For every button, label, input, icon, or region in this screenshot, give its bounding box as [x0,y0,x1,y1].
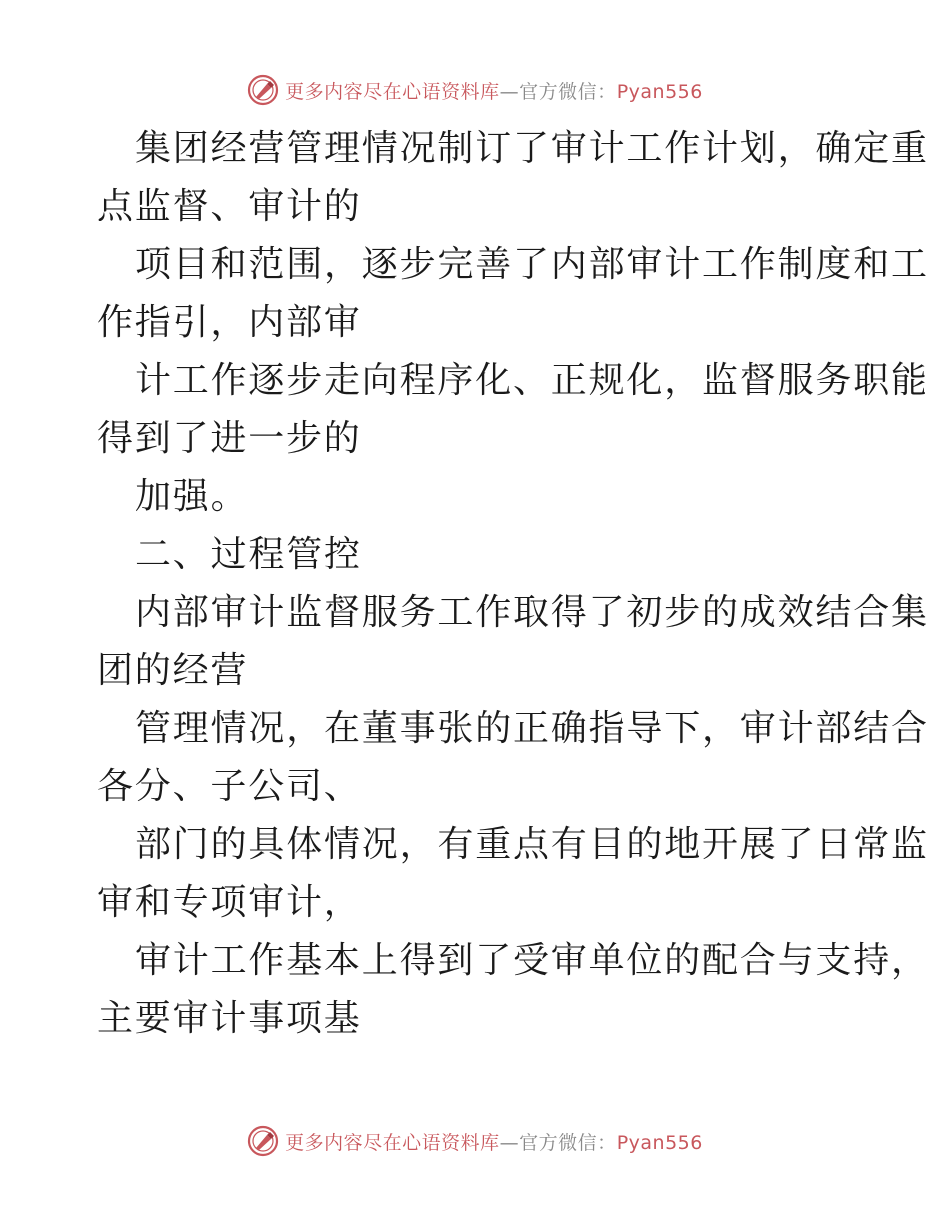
section-heading: 二、过程管控 [135,534,362,575]
text-line: 加强。 [135,476,249,517]
header-site-name: 更多内容尽在心语资料库 [285,80,500,103]
text-line: 项目和范围，逐步完善了内部审计工作制度和工 [135,244,929,285]
text-line: 内部审计监督服务工作取得了初步的成效结合集 [135,592,929,633]
footer-site-name: 更多内容尽在心语资料库 [285,1131,500,1154]
header-wechat-label: 官方微信： [519,80,617,103]
text-line: 各分、子公司、 [97,766,362,807]
text-line: 点监督、审计的 [97,186,362,227]
pen-nib-logo-icon [247,1125,279,1157]
pen-nib-logo-icon [247,74,279,106]
text-line: 审和专项审计， [97,882,362,923]
footer-separator: — [499,1131,520,1154]
text-line: 计工作逐步走向程序化、正规化，监督服务职能 [135,360,929,401]
text-line: 集团经营管理情况制订了审计工作计划，确定重 [135,128,929,169]
footer-wechat-label: 官方微信： [519,1131,617,1154]
text-line: 管理情况，在董事张的正确指导下，审计部结合 [135,708,929,749]
header-separator: — [499,80,520,103]
header-banner-text [285,77,703,104]
footer-wechat-handle: Pyan556 [616,1131,703,1154]
header-wechat-handle: Pyan556 [616,80,703,103]
footer-banner-text [285,1128,703,1155]
text-line: 作指引，内部审 [97,302,362,343]
text-line: 部门的具体情况，有重点有目的地开展了日常监 [135,824,929,865]
document-body [97,120,929,1048]
text-line: 团的经营 [97,650,249,691]
text-line: 审计工作基本上得到了受审单位的配合与支持， [135,940,929,981]
text-line: 主要审计事项基 [97,998,362,1039]
text-line: 得到了进一步的 [97,418,362,459]
header-banner [0,70,950,110]
footer-banner [0,1121,950,1161]
